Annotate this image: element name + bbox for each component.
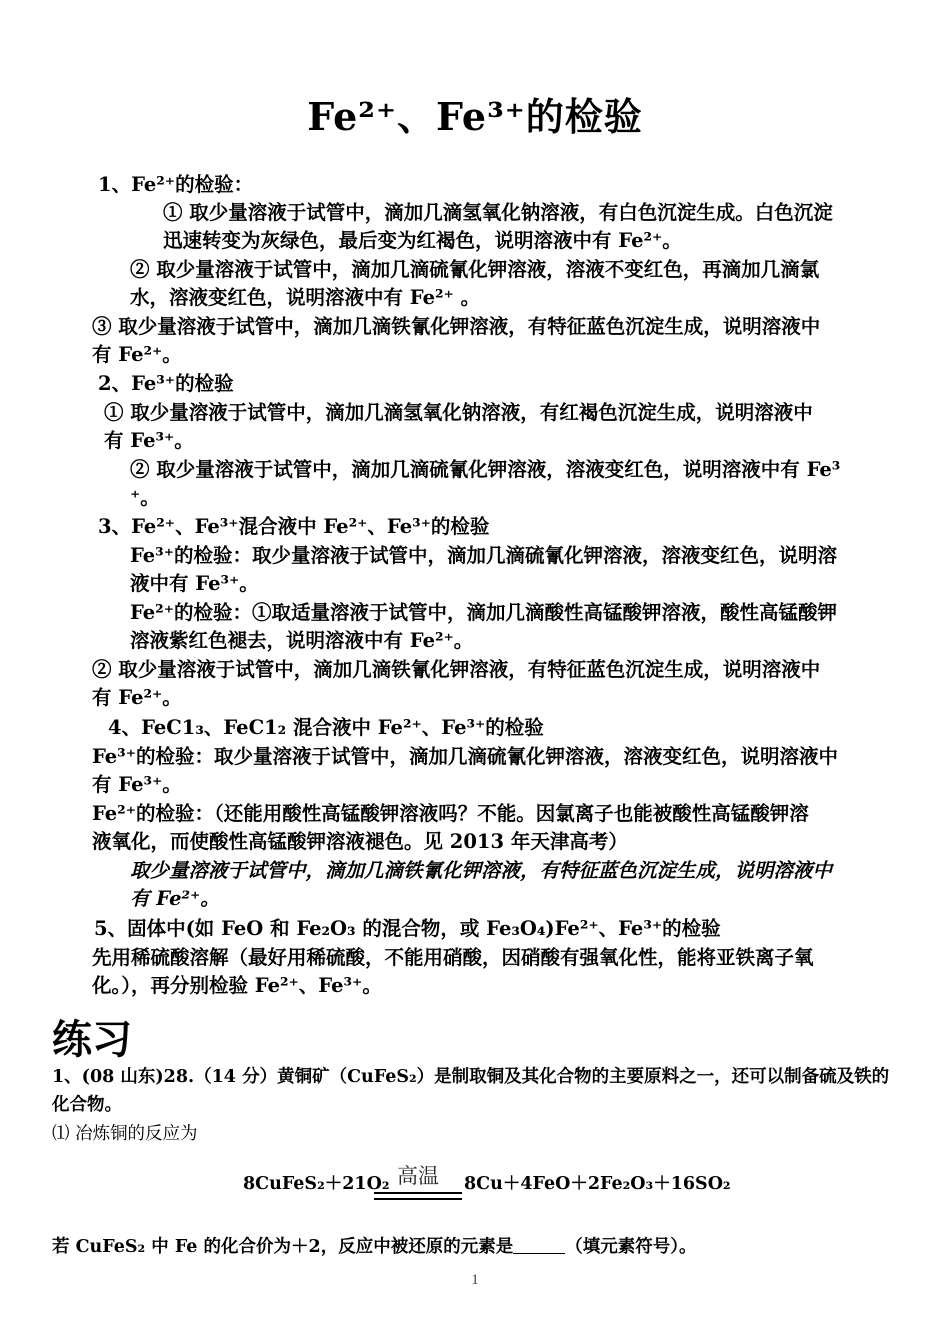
page-title: Fe²⁺、Fe³⁺的检验 — [307, 94, 643, 139]
question-1-ask — [52, 1233, 696, 1261]
question-1-line: 1、(08 山东)28.（14 分）黄铜矿（CuFeS₂）是制取铜及其化合物的主要原料之一，还可以制备硫及铁的 — [52, 1067, 890, 1087]
section-1-heading: 1、Fe²⁺的检验： — [98, 173, 254, 196]
text-line: 有 Fe²⁺。 — [92, 343, 182, 366]
text-line: Fe³⁺的检验：取少量溶液于试管中，滴加几滴硫氰化钾溶液，溶液变红色，说明溶液中 — [92, 745, 839, 768]
question-1-ask-hint: （填元素符号）。 — [565, 1237, 697, 1257]
section-3-heading: 3、Fe²⁺、Fe³⁺混合液中 Fe²⁺、Fe³⁺的检验 — [98, 515, 490, 538]
reaction-condition-label: 高温 — [397, 1164, 439, 1188]
text-line: ② 取少量溶液于试管中，滴加几滴硫氰化钾溶液，溶液不变红色，再滴加几滴氯 — [130, 258, 820, 281]
text-line: ① 取少量溶液于试管中，滴加几滴氢氧化钠溶液，有红褐色沉淀生成，说明溶液中 — [104, 401, 813, 424]
practice-heading: 练习 — [52, 1017, 132, 1063]
question-1-subpart: ⑴ 冶炼铜的反应为 — [52, 1124, 198, 1144]
text-line: 水，溶液变红色，说明溶液中有 Fe²⁺ 。 — [130, 286, 481, 309]
text-line: ③ 取少量溶液于试管中，滴加几滴铁氰化钾溶液，有特征蓝色沉淀生成，说明溶液中 — [92, 315, 821, 338]
text-line: ⁺。 — [130, 486, 160, 509]
text-line: Fe³⁺的检验：取少量溶液于试管中，滴加几滴硫氰化钾溶液，溶液变红色，说明溶 — [130, 544, 838, 567]
equation-reactants: 8CuFeS₂＋21O₂ — [243, 1174, 390, 1194]
question-1-ask-text: 若 CuFeS₂ 中 Fe 的化合价为＋2，反应中被还原的元素是 — [52, 1237, 514, 1257]
question-1-line: 化合物。 — [52, 1095, 122, 1115]
text-line: 化。），再分别检验 Fe²⁺、Fe³⁺。 — [92, 974, 382, 997]
section-2-heading: 2、Fe³⁺的检验 — [98, 372, 234, 395]
text-line-italic: 取少量溶液于试管中，滴加几滴铁氰化钾溶液，有特征蓝色沉淀生成，说明溶液中 — [130, 859, 833, 882]
text-line: 先用稀硫酸溶解（最好用稀硫酸，不能用硝酸，因硝酸有强氧化性，能将亚铁离子氧 — [92, 946, 814, 969]
text-line: 有 Fe³⁺。 — [92, 773, 182, 796]
section-4-heading: 4、FeC1₃、FeC1₂ 混合液中 Fe²⁺、Fe³⁺的检验 — [108, 716, 544, 739]
text-line: Fe²⁺的检验：①取适量溶液于试管中，滴加几滴酸性高锰酸钾溶液，酸性高锰酸钾 — [130, 601, 838, 624]
text-line: 液氧化，而使酸性高锰酸钾溶液褪色。见 2013 年天津高考） — [92, 830, 628, 853]
reaction-double-line — [374, 1192, 462, 1200]
text-line-italic: 有 Fe²⁺。 — [130, 887, 220, 910]
text-line: 有 Fe²⁺。 — [92, 686, 182, 709]
text-line: Fe²⁺的检验：（还能用酸性高锰酸钾溶液吗？不能。因氯离子也能被酸性高锰酸钾溶 — [92, 802, 809, 825]
page-number: 1 — [471, 1272, 479, 1288]
text-line: 溶液紫红色褪去，说明溶液中有 Fe²⁺。 — [130, 629, 474, 652]
text-line: 迅速转变为灰绿色，最后变为红褐色，说明溶液中有 Fe²⁺。 — [163, 229, 682, 252]
answer-blank[interactable] — [513, 1235, 565, 1254]
text-line: ② 取少量溶液于试管中，滴加几滴铁氰化钾溶液，有特征蓝色沉淀生成，说明溶液中 — [92, 658, 821, 681]
text-line: ① 取少量溶液于试管中，滴加几滴氢氧化钠溶液，有白色沉淀生成。白色沉淀 — [163, 201, 833, 224]
text-line: ② 取少量溶液于试管中，滴加几滴硫氰化钾溶液，溶液变红色，说明溶液中有 Fe³ — [130, 458, 841, 481]
reaction-condition — [374, 1160, 462, 1200]
equation-products: 8Cu＋4FeO＋2Fe₂O₃＋16SO₂ — [464, 1174, 731, 1194]
section-5-heading: 5、固体中(如 FeO 和 Fe₂O₃ 的混合物，或 Fe₃O₄)Fe²⁺、Fe³⁺的检验 — [94, 917, 721, 940]
text-line: 有 Fe³⁺。 — [104, 429, 194, 452]
text-line: 液中有 Fe³⁺。 — [130, 572, 259, 595]
